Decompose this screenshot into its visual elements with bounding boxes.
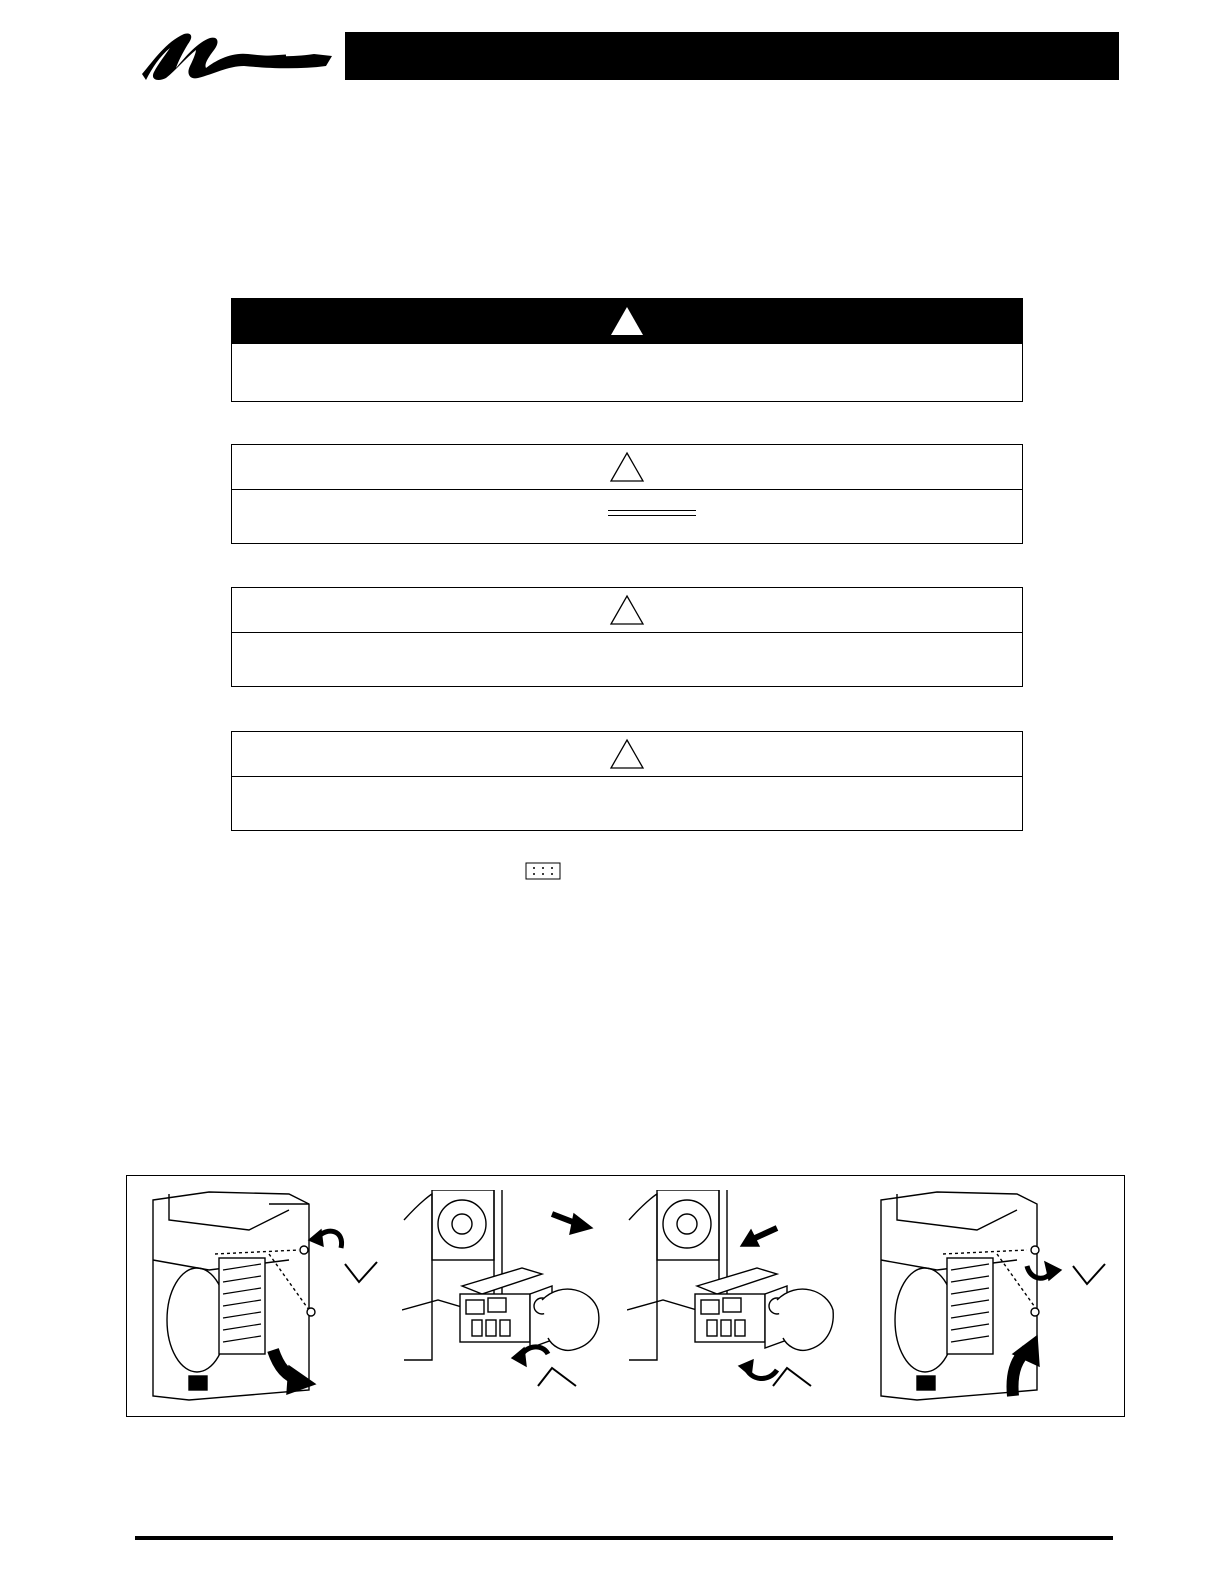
caution-notice-header [231,444,1023,490]
module-extraction-illustration [402,1190,612,1402]
caution-notice-body [231,633,1023,687]
warning-notice-body [231,344,1023,402]
warning-triangle-icon [609,305,645,337]
caution-triangle-icon [609,738,645,770]
rear-cover-removal-illustration [149,1190,379,1402]
caution-notice-body [231,777,1023,831]
rear-cover-installation-illustration [877,1190,1107,1402]
caution-notice-2 [231,587,1023,687]
brand-logo-icon [136,28,336,84]
caution-triangle-icon [609,451,645,483]
caution-triangle-icon [609,594,645,626]
footer-rule [135,1536,1113,1540]
header-bar [345,32,1119,80]
double-underline [608,510,696,516]
module-insertion-illustration [627,1190,837,1402]
caution-notice-header [231,731,1023,777]
caution-notice-3 [231,731,1023,831]
caution-notice-header [231,587,1023,633]
caution-notice-1 [231,444,1023,544]
keypad-button-icon [525,862,561,880]
installation-figure [126,1175,1125,1417]
caution-notice-body [231,490,1023,544]
warning-notice-header [231,298,1023,344]
warning-notice [231,298,1023,402]
